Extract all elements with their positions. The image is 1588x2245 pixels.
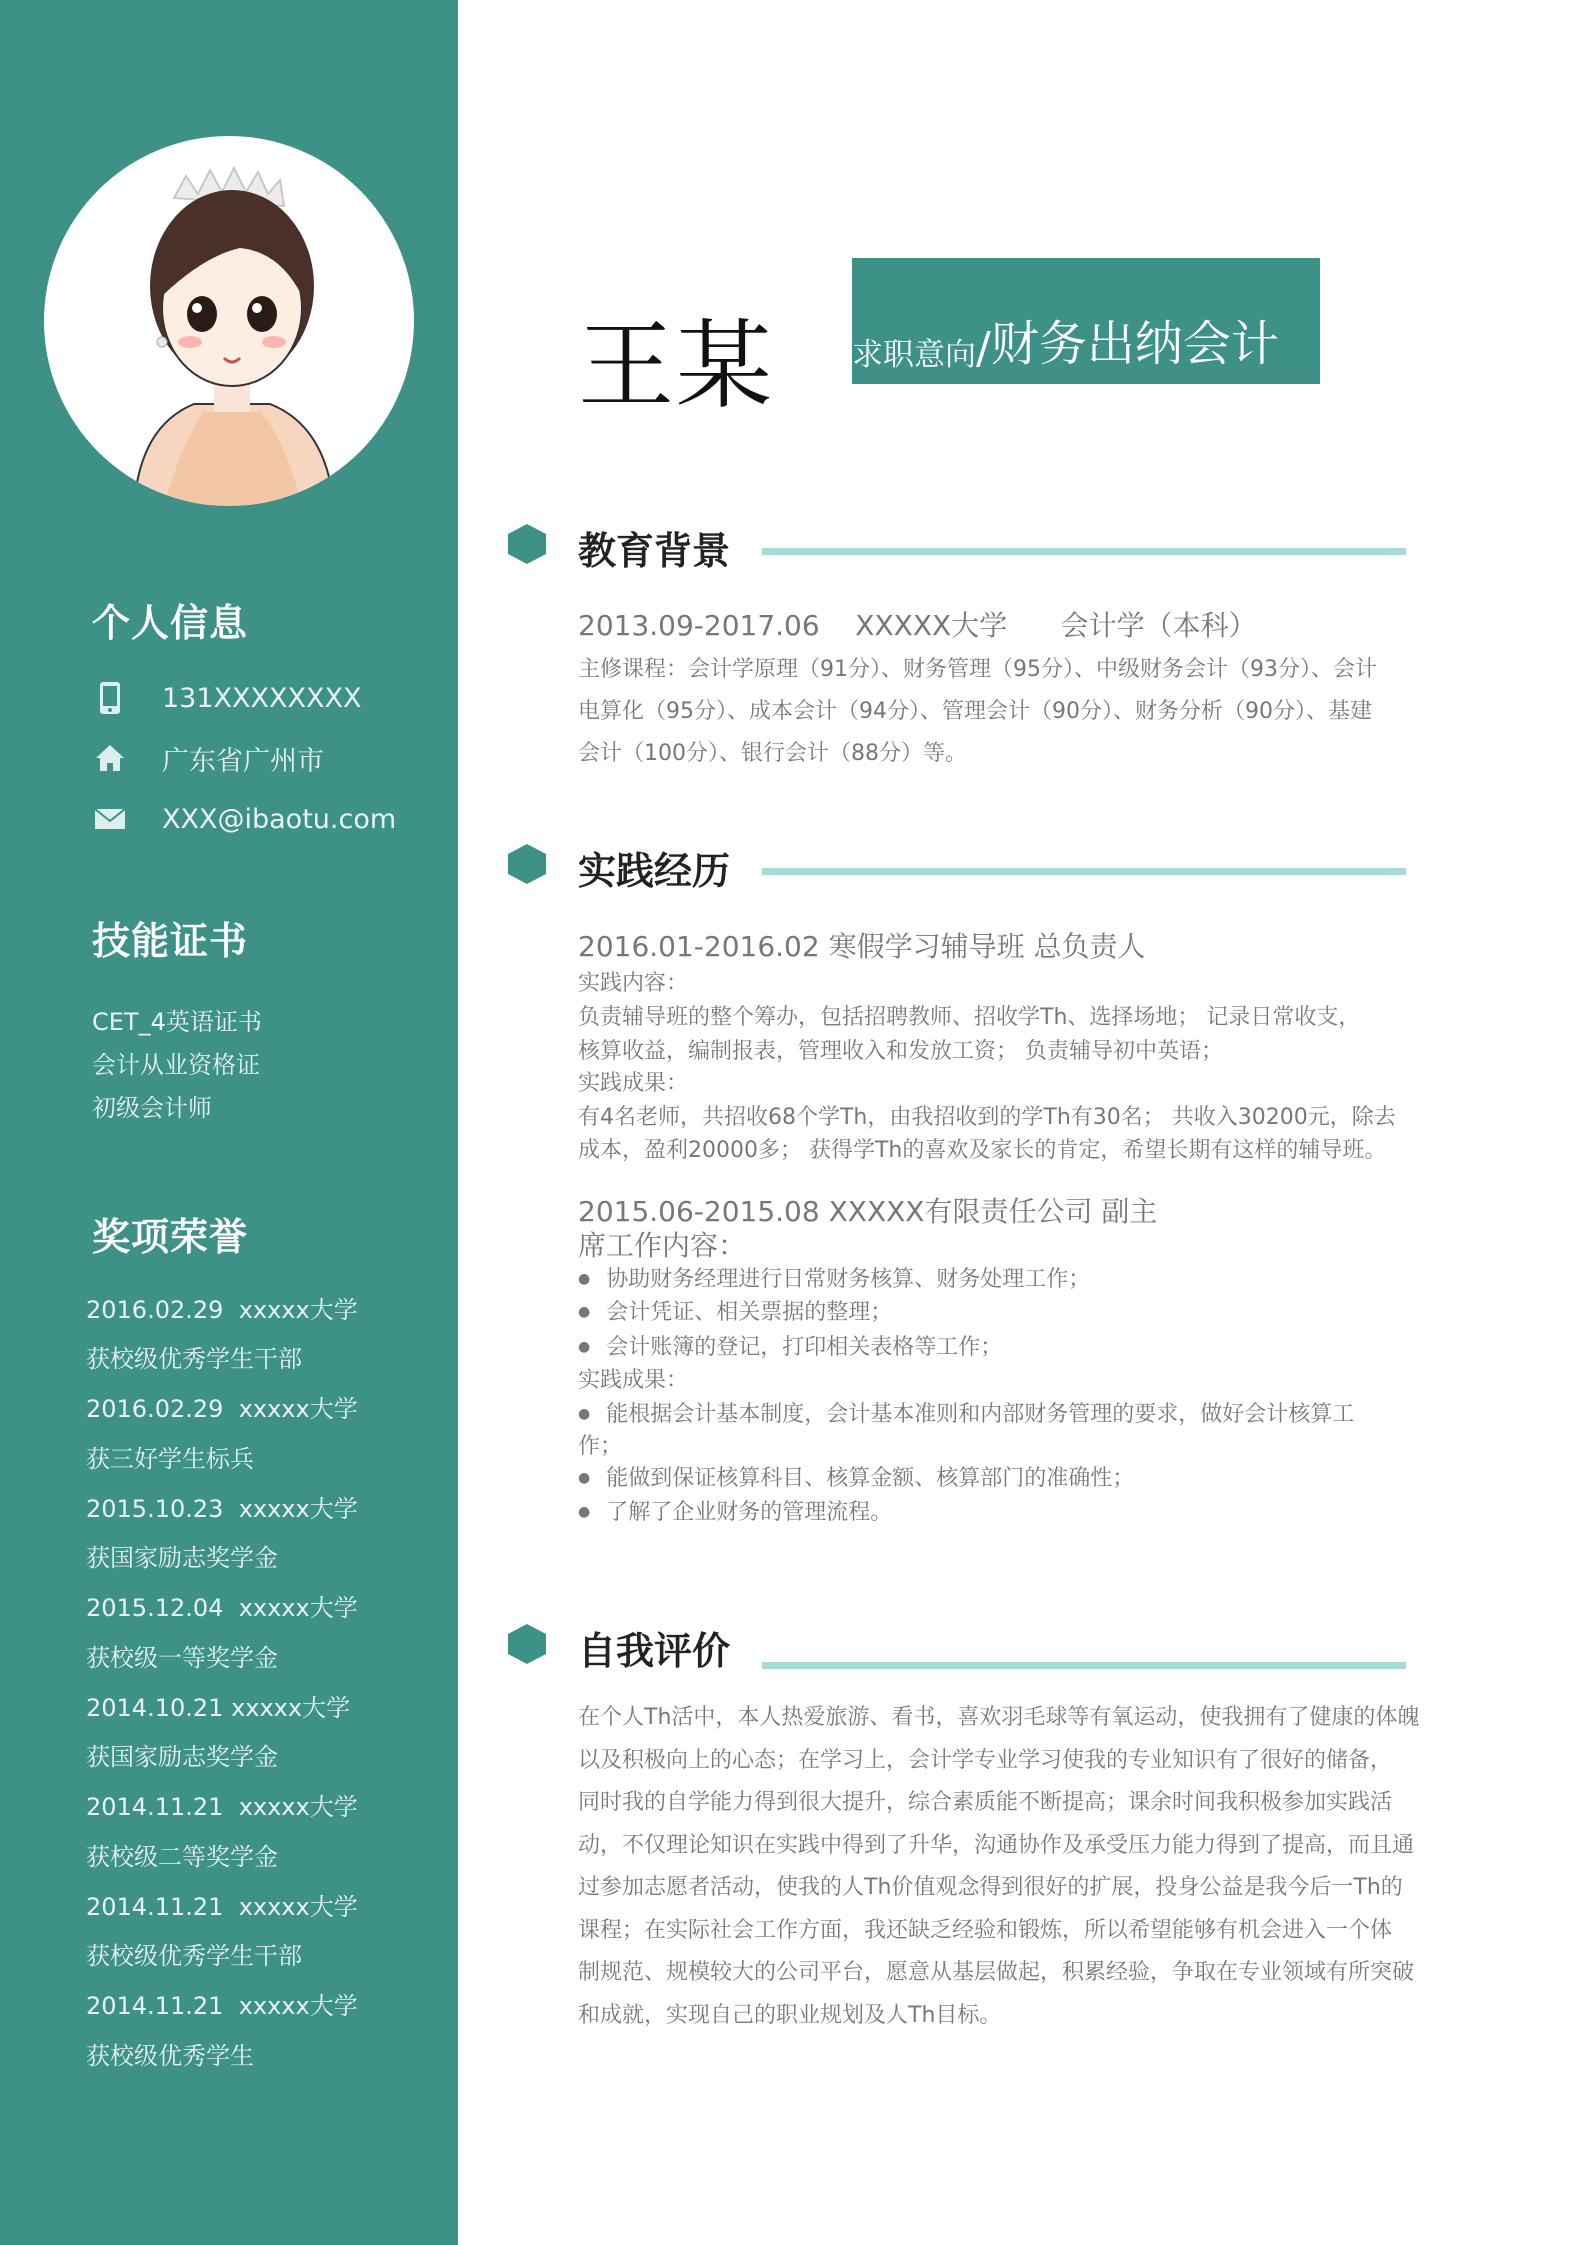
job-target-slash: / <box>976 323 991 374</box>
skill-item: 初级会计师 <box>92 1094 212 1122</box>
self-eval-hexagon-icon <box>508 1624 546 1664</box>
education-header <box>578 604 1257 644</box>
self-eval-line: 动，不仅理论知识在实践中得到了升华，沟通协作及承受压力能力得到了提高，而且通 <box>578 1833 1415 1858</box>
contact-phone <box>92 676 362 720</box>
award-date-line: 2016.02.29 xxxxx大学 <box>86 1296 358 1324</box>
award-date-line: 2015.10.23 xxxxx大学 <box>86 1495 358 1523</box>
award-date-line: 2014.11.21 xxxxx大学 <box>86 1793 358 1821</box>
award-title: 获三好学生标兵 <box>86 1445 254 1473</box>
contact-email <box>92 797 396 841</box>
skill-item: CET_4英语证书 <box>92 1008 262 1036</box>
practice-entry2-result-label: 实践成果： <box>578 1368 689 1393</box>
job-target-banner <box>852 258 1320 384</box>
practice-entry2-result: 作； <box>578 1434 623 1459</box>
practice-entry2-duty: ● 会计凭证、相关票据的整理； <box>578 1295 892 1326</box>
practice-entry2-result: ● 了解了企业财务的管理流程。 <box>578 1495 892 1526</box>
practice-entry2-header: 2015.06-2015.08 XXXXX有限责任公司 副主 <box>578 1195 1158 1228</box>
job-target-title: 财务出纳会计 <box>990 316 1279 372</box>
award-title: 获校级一等奖学金 <box>86 1644 278 1672</box>
award-title: 获校级优秀学生 <box>86 2042 254 2070</box>
skill-item: 会计从业资格证 <box>92 1051 260 1079</box>
avatar-illustration <box>44 136 414 506</box>
award-title: 获校级优秀学生干部 <box>86 1345 302 1373</box>
self-eval-line: 在个人Th活中，本人热爱旅游、看书，喜欢羽毛球等有氧运动，使我拥有了健康的体魄 <box>578 1705 1420 1730</box>
avatar <box>44 136 414 506</box>
practice-heading: 实践经历 <box>578 849 731 893</box>
award-title: 获校级二等奖学金 <box>86 1843 278 1871</box>
practice-entry1-line: 负责辅导班的整个筹办，包括招聘教师、招收学Th、选择场地； 记录日常收支， <box>578 1005 1361 1030</box>
education-hexagon-icon <box>508 524 546 564</box>
self-eval-line: 课程；在实际社会工作方面，我还缺乏经验和锻炼，所以希望能够有机会进入一个体 <box>578 1918 1393 1943</box>
self-eval-line: 以及积极向上的心态；在学习上，会计学专业学习使我的专业知识有了很好的储备， <box>578 1748 1393 1773</box>
education-major: 会计学（本科） <box>1060 609 1257 642</box>
practice-hexagon-icon <box>508 844 546 884</box>
practice-entry1-line: 有4名老师，共招收68个学Th，由我招收到的学Th有30名； 共收入30200元，除去 <box>578 1105 1396 1130</box>
awards-heading: 奖项荣誉 <box>92 1215 249 1259</box>
practice-entry1-line: 实践成果： <box>578 1071 689 1096</box>
contact-email-text: XXX@ibaotu.com <box>162 803 397 835</box>
practice-entry2-result: ● 能做到保证核算科目、核算金额、核算部门的准确性； <box>578 1461 1134 1492</box>
job-target-prefix: 求职意向 <box>852 337 976 373</box>
contact-address-text: 广东省广州市 <box>162 745 324 777</box>
practice-divider <box>762 868 1406 875</box>
education-courses-line: 主修课程：会计学原理（91分）、财务管理（95分）、中级财务会计（93分）、会计 <box>578 657 1377 682</box>
practice-entry1-line: 成本，盈利20000多； 获得学Th的喜欢及家长的肯定，希望长期有这样的辅导班。 <box>578 1138 1387 1163</box>
practice-entry1-header: 2016.01-2016.02 寒假学习辅导班 总负责人 <box>578 930 1146 963</box>
award-title: 获国家励志奖学金 <box>86 1544 278 1572</box>
education-heading: 教育背景 <box>578 529 731 573</box>
skills-heading: 技能证书 <box>92 919 249 963</box>
practice-entry1-line: 实践内容： <box>578 971 689 996</box>
contact-address <box>92 736 324 780</box>
practice-entry2-duty: ● 协助财务经理进行日常财务核算、财务处理工作； <box>578 1262 1090 1293</box>
award-date-line: 2016.02.29 xxxxx大学 <box>86 1395 358 1423</box>
self-eval-line: 过参加志愿者活动，使我的人Th价值观念得到很好的扩展，投身公益是我今后一Th的 <box>578 1875 1403 1900</box>
phone-icon <box>92 680 128 716</box>
education-school: XXXXX大学 <box>855 609 1008 642</box>
mail-icon <box>92 801 128 837</box>
self-eval-line: 同时我的自学能力得到很大提升，综合素质能不断提高；课余时间我积极参加实践活 <box>578 1790 1393 1815</box>
education-period: 2013.09-2017.06 <box>578 609 820 642</box>
education-courses-line: 会计（100分）、银行会计（88分）等。 <box>578 741 967 766</box>
education-divider <box>762 548 1406 555</box>
award-title: 获国家励志奖学金 <box>86 1743 278 1771</box>
award-title: 获校级优秀学生干部 <box>86 1942 302 1970</box>
practice-entry1-line: 核算收益，编制报表，管理收入和发放工资； 负责辅导初中英语； <box>578 1039 1223 1064</box>
contact-phone-text: 131XXXXXXXX <box>162 682 362 714</box>
practice-entry2-result: ● 能根据会计基本制度，会计基本准则和内部财务管理的要求，做好会计核算工 <box>578 1397 1354 1428</box>
sidebar <box>0 0 458 2245</box>
education-courses-line: 电算化（95分）、成本会计（94分）、管理会计（90分）、财务分析（90分）、基建 <box>578 699 1372 724</box>
practice-entry2-header-cont: 席工作内容： <box>578 1229 747 1262</box>
candidate-name: 王某 <box>578 310 774 422</box>
award-date-line: 2014.11.21 xxxxx大学 <box>86 1893 358 1921</box>
award-date-line: 2014.10.21 xxxxx大学 <box>86 1694 351 1722</box>
personal-info-heading: 个人信息 <box>92 601 249 645</box>
award-date-line: 2015.12.04 xxxxx大学 <box>86 1594 358 1622</box>
self-eval-line: 和成就，实现自己的职业规划及人Th目标。 <box>578 2003 1002 2028</box>
practice-entry2-duty: ● 会计账簿的登记，打印相关表格等工作； <box>578 1330 1002 1361</box>
home-icon <box>92 740 128 776</box>
self-eval-heading: 自我评价 <box>578 1629 731 1673</box>
self-eval-line: 制规范、规模较大的公司平台，愿意从基层做起，积累经验，争取在专业领域有所突破 <box>578 1960 1415 1985</box>
award-date-line: 2014.11.21 xxxxx大学 <box>86 1992 358 2020</box>
self-eval-divider <box>762 1662 1406 1669</box>
